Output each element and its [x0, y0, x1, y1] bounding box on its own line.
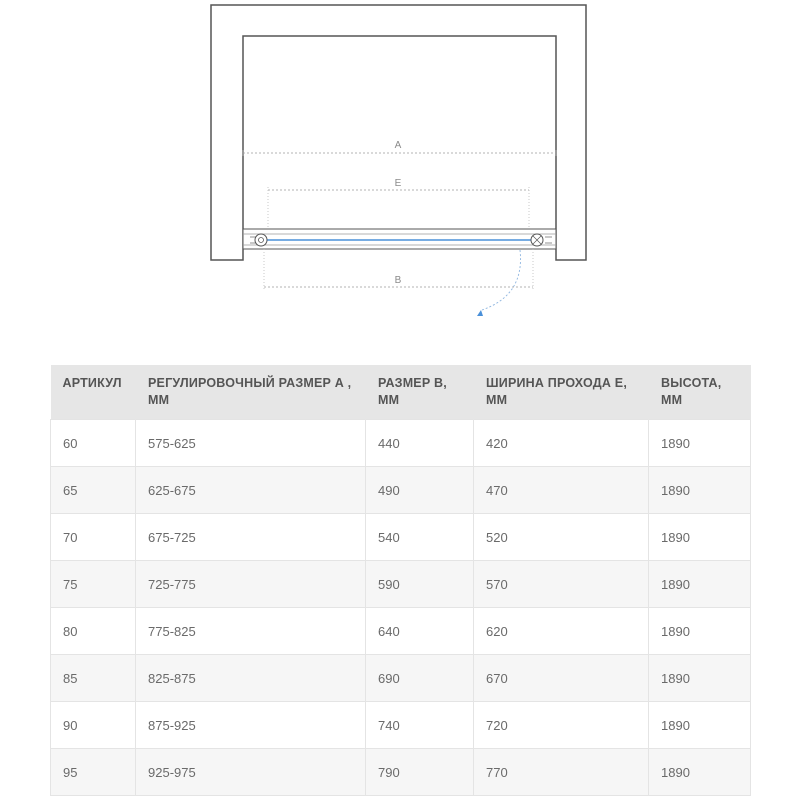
table-row [51, 561, 751, 608]
dimension-b-label: B [394, 275, 402, 286]
cell-width-e: 770 [474, 749, 649, 796]
shower-door-diagram [0, 0, 800, 340]
dimension-b [264, 249, 533, 290]
cell-height: 1890 [649, 749, 751, 796]
cell-size-a: 775-825 [136, 608, 366, 655]
swing-arrow-icon [477, 310, 483, 316]
cell-article: 85 [51, 655, 136, 702]
cell-width-e: 620 [474, 608, 649, 655]
cell-height: 1890 [649, 561, 751, 608]
cell-article: 80 [51, 608, 136, 655]
cell-width-e: 470 [474, 467, 649, 514]
door-profile [243, 229, 556, 249]
cell-width-e: 720 [474, 702, 649, 749]
table-header-row [51, 365, 751, 420]
cell-size-a: 925-975 [136, 749, 366, 796]
dimension-a [243, 140, 556, 156]
cell-size-b: 490 [366, 467, 474, 514]
cell-article: 90 [51, 702, 136, 749]
cell-height: 1890 [649, 514, 751, 561]
table-row [51, 514, 751, 561]
table-row [51, 420, 751, 467]
table-row [51, 749, 751, 796]
table-row [51, 467, 751, 514]
cell-height: 1890 [649, 655, 751, 702]
door-swing-arc [477, 250, 521, 316]
cell-size-b: 440 [366, 420, 474, 467]
cell-width-e: 420 [474, 420, 649, 467]
cell-article: 75 [51, 561, 136, 608]
cell-size-b: 790 [366, 749, 474, 796]
header-adjust-size-a: РЕГУЛИРОВОЧНЫЙ РАЗМЕР А , ММ [136, 365, 366, 420]
cell-height: 1890 [649, 702, 751, 749]
cell-height: 1890 [649, 467, 751, 514]
cell-size-b: 690 [366, 655, 474, 702]
cell-article: 60 [51, 420, 136, 467]
table-row [51, 608, 751, 655]
header-article: АРТИКУЛ [51, 365, 136, 420]
cell-article: 95 [51, 749, 136, 796]
cell-width-e: 570 [474, 561, 649, 608]
cell-article: 70 [51, 514, 136, 561]
cell-size-b: 740 [366, 702, 474, 749]
cell-size-a: 625-675 [136, 467, 366, 514]
header-passage-width-e: ШИРИНА ПРОХОДА Е, ММ [474, 365, 649, 420]
header-height: ВЫСОТА, ММ [649, 365, 751, 420]
left-roller-icon [255, 234, 267, 246]
cell-size-a: 675-725 [136, 514, 366, 561]
cell-size-b: 590 [366, 561, 474, 608]
cell-width-e: 670 [474, 655, 649, 702]
dimension-a-label: A [394, 140, 402, 151]
cell-size-a: 725-775 [136, 561, 366, 608]
cell-article: 65 [51, 467, 136, 514]
cell-width-e: 520 [474, 514, 649, 561]
dimension-e-label: E [394, 178, 402, 189]
cell-size-b: 540 [366, 514, 474, 561]
table-row [51, 655, 751, 702]
dimension-e [268, 178, 529, 228]
cell-height: 1890 [649, 420, 751, 467]
spec-table [50, 365, 751, 796]
header-size-b: РАЗМЕР В, ММ [366, 365, 474, 420]
cell-size-a: 825-875 [136, 655, 366, 702]
cell-size-a: 875-925 [136, 702, 366, 749]
cell-size-b: 640 [366, 608, 474, 655]
right-roller-icon [531, 234, 543, 246]
table-row [51, 702, 751, 749]
cell-size-a: 575-625 [136, 420, 366, 467]
cell-height: 1890 [649, 608, 751, 655]
wall-outline [211, 5, 586, 260]
